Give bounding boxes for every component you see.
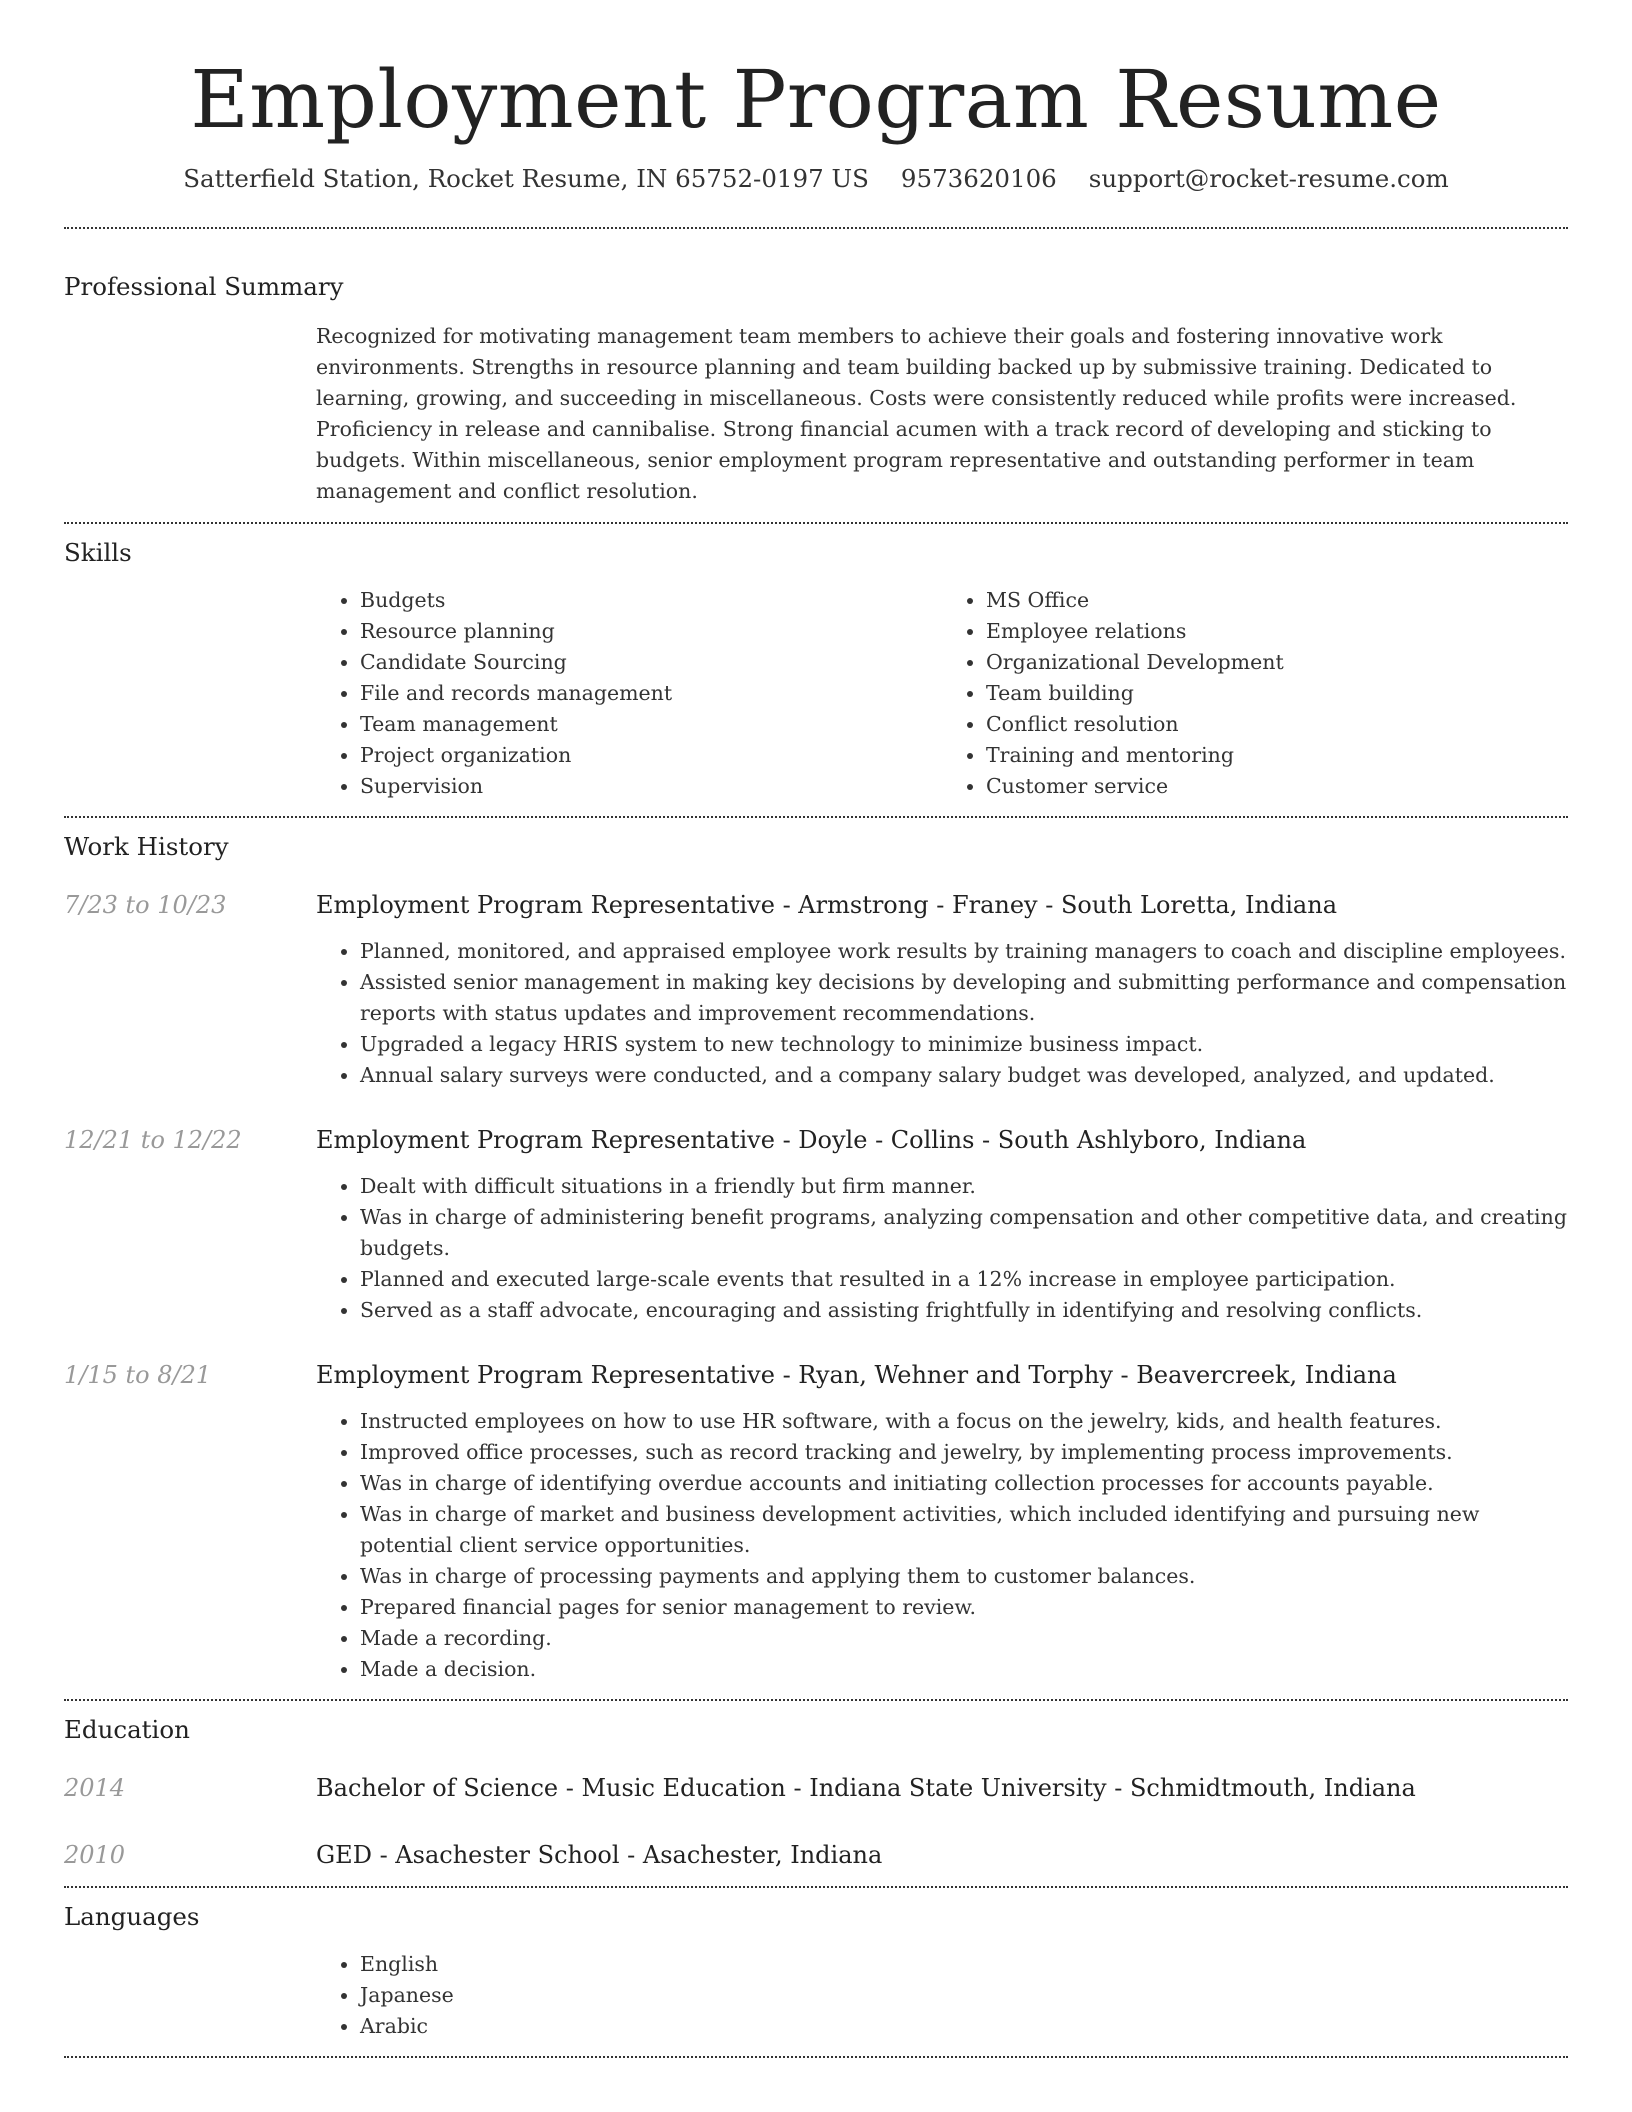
list-item: • Was in charge of identifying overdue accounts and initiating collection processes for accounts payable.: [360, 1468, 1568, 1499]
skills-section: [64, 524, 1568, 816]
section-title-summary: Professional Summary: [64, 272, 344, 301]
list-item: • Japanese: [360, 1980, 1568, 2011]
list-item: • Organizational Development: [986, 647, 1568, 678]
list-item: • Instructed employees on how to use HR software, with a focus on the jewelry, kids, and health features.: [360, 1406, 1568, 1437]
list-item: • Training and mentoring: [986, 740, 1568, 771]
list-item: • Employee relations: [986, 616, 1568, 647]
list-item: • Prepared financial pages for senior management to review.: [360, 1592, 1568, 1623]
contact-line: [64, 164, 1568, 193]
section-title-education: Education: [64, 1715, 190, 1744]
education-title: Bachelor of Science - Music Education - Indiana State University - Schmidtmouth, Indiana: [316, 1774, 1416, 1802]
languages-list: [316, 1949, 1568, 2042]
divider: [64, 2056, 1568, 2058]
job-date: 1/15 to 8/21: [64, 1361, 212, 1389]
education-title: GED - Asachester School - Asachester, Indiana: [316, 1841, 883, 1869]
resume-header: [64, 0, 1568, 193]
list-item: • File and records management: [360, 678, 942, 709]
list-item: • English: [360, 1949, 1568, 1980]
list-item: • Upgraded a legacy HRIS system to new technology to minimize business impact.: [360, 1029, 1568, 1060]
job-bullets: [316, 936, 1568, 1091]
education-entry: [64, 1771, 1568, 1805]
job-date: 7/23 to 10/23: [64, 891, 227, 919]
languages-section: [64, 1888, 1568, 2056]
education-date: 2014: [64, 1774, 126, 1802]
list-item: • Team building: [986, 678, 1568, 709]
list-item: • MS Office: [986, 585, 1568, 616]
job-title: Employment Program Representative - Doyle - Collins - South Ashlyboro, Indiana: [316, 1126, 1307, 1154]
list-item: • Arabic: [360, 2011, 1568, 2042]
job-title: Employment Program Representative - Ryan, Wehner and Torphy - Beavercreek, Indiana: [316, 1361, 1397, 1389]
list-item: • Conflict resolution: [986, 709, 1568, 740]
list-item: • Dealt with difficult situations in a friendly but firm manner.: [360, 1171, 1568, 1202]
job-entry: [64, 1358, 1568, 1699]
summary-section: [64, 229, 1568, 522]
list-item: • Assisted senior management in making key decisions by developing and submitting performance and compensation reports with status updates and improvement recommendations.: [360, 967, 1568, 1029]
job-title: Employment Program Representative - Armstrong - Franey - South Loretta, Indiana: [316, 891, 1338, 919]
list-item: • Annual salary surveys were conducted, and a company salary budget was developed, analyzed, and updated.: [360, 1060, 1568, 1091]
education-date: 2010: [64, 1841, 126, 1869]
list-item: • Customer service: [986, 771, 1568, 802]
skills-list-left: [316, 585, 942, 802]
list-item: • Resource planning: [360, 616, 942, 647]
section-title-work: Work History: [64, 832, 229, 861]
list-item: • Made a recording.: [360, 1623, 1568, 1654]
contact-phone: 9573620106: [900, 164, 1057, 193]
list-item: • Team management: [360, 709, 942, 740]
list-item: • Budgets: [360, 585, 942, 616]
section-title-skills: Skills: [64, 538, 132, 567]
list-item: • Made a decision.: [360, 1654, 1568, 1685]
list-item: • Project organization: [360, 740, 942, 771]
job-date: 12/21 to 12/22: [64, 1126, 242, 1154]
education-entry: [64, 1838, 1568, 1886]
job-entry: [64, 1123, 1568, 1326]
section-title-languages: Languages: [64, 1902, 200, 1931]
list-item: • Was in charge of processing payments and applying them to customer balances.: [360, 1561, 1568, 1592]
list-item: • Improved office processes, such as record tracking and jewelry, by implementing process improvements.: [360, 1437, 1568, 1468]
contact-email: support@rocket-resume.com: [1088, 164, 1449, 193]
job-bullets: [316, 1406, 1568, 1685]
summary-text: Recognized for motivating management team members to achieve their goals and fostering innovative work environments. Strengths in resource planning and team building backed up by submissive training. Dedicated to learning, growing, and succeeding in miscellaneous. Costs were consistently reduced while profits were increased. Proficiency in release and cannibalise. Strong financial acumen with a track record of developing and sticking to budgets. Within miscellaneous, senior employment program representative and outstanding performer in team management and conflict resolution.: [316, 324, 1517, 503]
list-item: • Supervision: [360, 771, 942, 802]
list-item: • Served as a staff advocate, encouraging and assisting frightfully in identifying and resolving conflicts.: [360, 1295, 1568, 1326]
skills-list-right: [942, 585, 1568, 802]
work-section: [64, 818, 1568, 1699]
resume-name: Employment Program Resume: [190, 53, 1442, 146]
contact-address: Satterfield Station, Rocket Resume, IN 65752-0197 US: [183, 164, 869, 193]
education-section: [64, 1701, 1568, 1886]
list-item: • Was in charge of market and business development activities, which included identifying and pursuing new potential client service opportunities.: [360, 1499, 1568, 1561]
job-bullets: [316, 1171, 1568, 1326]
list-item: • Was in charge of administering benefit programs, analyzing compensation and other competitive data, and creating budgets.: [360, 1202, 1568, 1264]
list-item: • Planned and executed large-scale events that resulted in a 12% increase in employee participation.: [360, 1264, 1568, 1295]
list-item: • Candidate Sourcing: [360, 647, 942, 678]
list-item: • Planned, monitored, and appraised employee work results by training managers to coach and discipline employees.: [360, 936, 1568, 967]
job-entry: [64, 888, 1568, 1091]
